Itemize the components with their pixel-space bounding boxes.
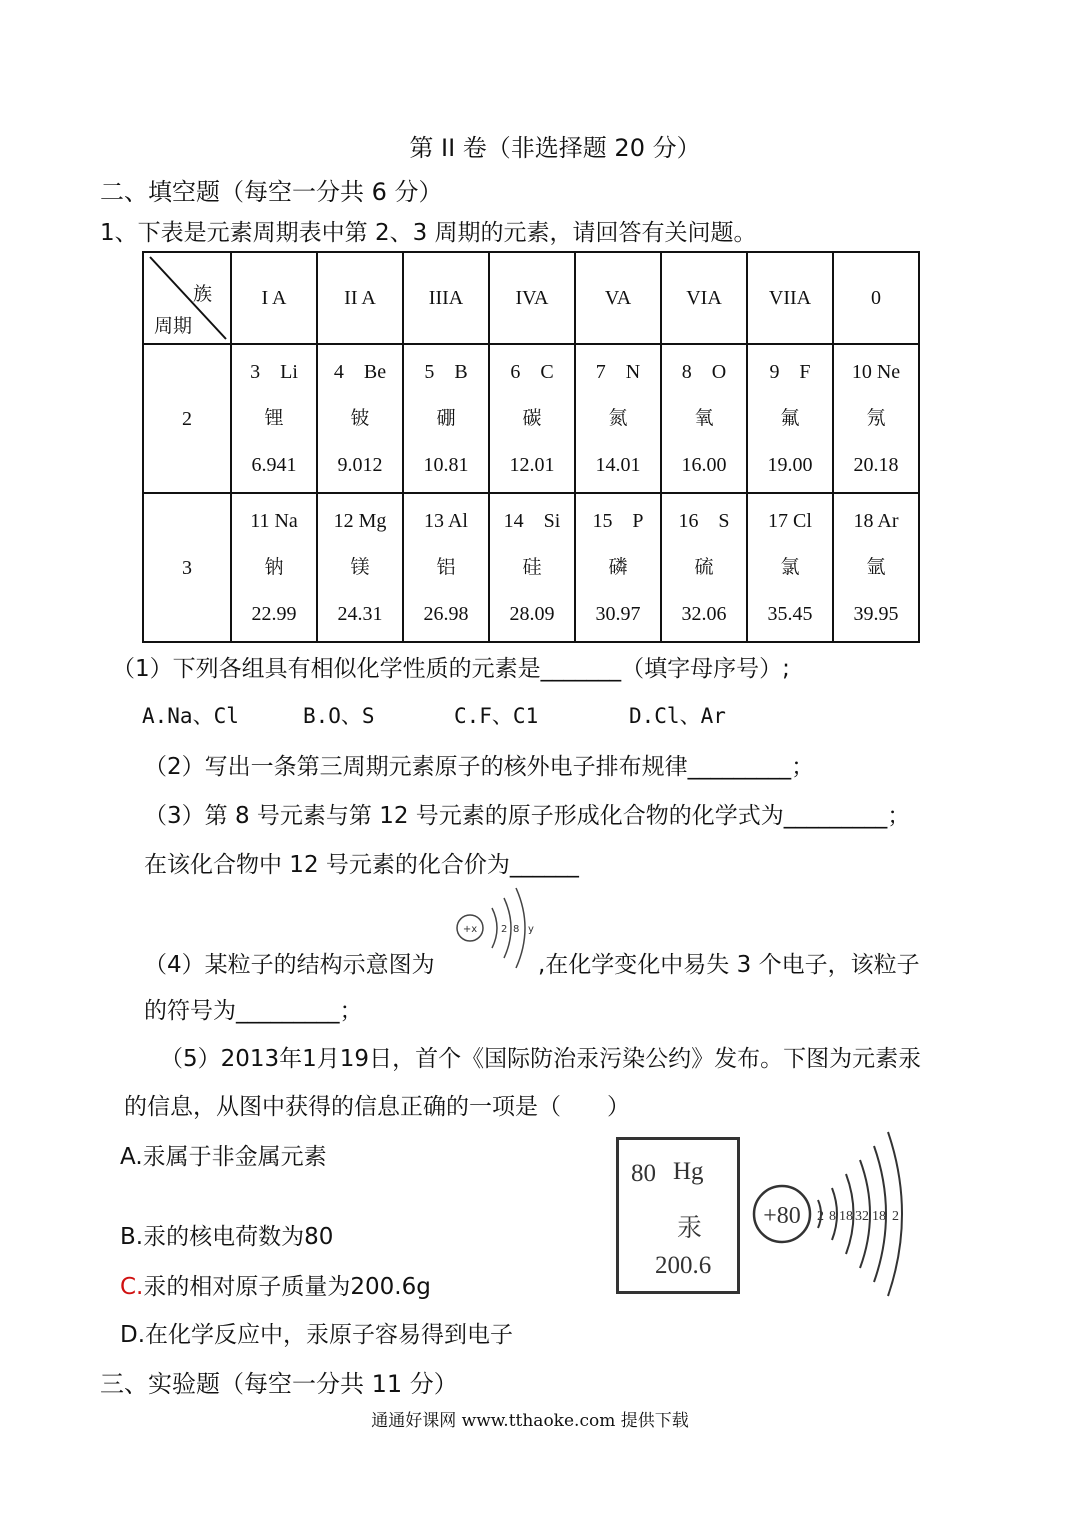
hg-shell-4: 32: [855, 1209, 869, 1224]
diagram-shell-1: 2: [501, 924, 508, 935]
table-corner-cell: [143, 252, 231, 344]
section-fill-blank-heading: 二、填空题（每空一分共 6 分）: [100, 178, 443, 206]
element-number-symbol: 5 B: [424, 361, 468, 383]
sub-question-1: （1）下列各组具有相似化学性质的元素是_______（填字母序号）;: [112, 656, 790, 682]
element-name: 氧: [694, 407, 714, 429]
sub-question-4-blank: 的符号为_________；: [144, 998, 363, 1024]
period-number: 3: [143, 493, 231, 642]
sub-question-5-cont: 的信息，从图中获得的信息正确的一项是（ ）: [124, 1094, 630, 1120]
group-header: I A: [231, 252, 317, 344]
element-name: 锂: [264, 407, 284, 429]
periodic-table: [142, 251, 920, 643]
element-cell: [231, 344, 317, 493]
sub-question-4-cont: ,在化学变化中易失 3 个电子，该粒子: [538, 952, 920, 978]
element-mass: 6.941: [251, 454, 297, 476]
section-experiment-heading: 三、实验题（每空一分共 11 分）: [100, 1370, 458, 1398]
element-cell: [489, 493, 575, 642]
element-name: 氟: [780, 407, 800, 429]
element-number-symbol: 17 Cl: [768, 510, 812, 532]
hg-shell-6: 2: [892, 1209, 899, 1224]
element-name: 氩: [866, 556, 886, 578]
element-number-symbol: 3 Li: [250, 361, 298, 383]
sub-question-3: （3）第 8 号元素与第 12 号元素的原子形成化合物的化学式为_________；: [144, 803, 911, 829]
hg-shell-2: 8: [829, 1209, 836, 1224]
element-cell: [489, 344, 575, 493]
table-row-period-3: [143, 493, 919, 642]
element-mass: 35.45: [767, 603, 813, 625]
element-cell: [661, 493, 747, 642]
element-mass: 16.00: [681, 454, 727, 476]
element-number-symbol: 14 Si: [503, 510, 561, 532]
element-cell: [317, 344, 403, 493]
element-cell: [833, 493, 919, 642]
option-hg-c: [120, 1268, 431, 1301]
element-mass: 19.00: [767, 454, 813, 476]
group-label: 族: [192, 283, 212, 305]
option-c: C.F、C1: [454, 704, 539, 728]
option-hg-a: A.汞属于非金属元素: [120, 1144, 327, 1170]
element-number-symbol: 18 Ar: [853, 510, 899, 532]
element-number-symbol: 8 O: [681, 361, 727, 383]
option-b: B.O、S: [303, 704, 375, 728]
element-name: 氖: [866, 407, 886, 429]
element-cell: [403, 493, 489, 642]
element-name: 磷: [608, 556, 628, 578]
element-name: 铝: [436, 556, 456, 578]
element-number-symbol: 9 F: [769, 361, 811, 383]
element-number-symbol: 12 Mg: [333, 510, 387, 532]
hg-nucleus-label: +80: [763, 1203, 801, 1229]
element-mass: 24.31: [337, 603, 383, 625]
hg-name: 汞: [677, 1213, 703, 1242]
element-mass: 30.97: [595, 603, 641, 625]
element-cell: [661, 344, 747, 493]
element-cell: [747, 344, 833, 493]
hg-shell-3: 18: [839, 1209, 853, 1224]
element-mass: 39.95: [853, 603, 899, 625]
table-row-period-2: [143, 344, 919, 493]
element-mass: 20.18: [853, 454, 899, 476]
hg-shell-1: 2: [817, 1209, 824, 1224]
element-name: 氮: [608, 407, 628, 429]
element-number-symbol: 15 P: [592, 510, 644, 532]
sub-question-4: （4）某粒子的结构示意图为: [144, 952, 435, 978]
element-number-symbol: 10 Ne: [851, 361, 901, 383]
diagram-shell-3: y: [528, 924, 534, 935]
element-cell: [747, 493, 833, 642]
element-cell: [403, 344, 489, 493]
page-footer: 通通好课网 www.tthaoke.com 提供下载: [371, 1411, 689, 1431]
group-header: VIIA: [747, 252, 833, 344]
option-hg-b: B.汞的核电荷数为80: [120, 1224, 334, 1250]
element-name: 碳: [522, 407, 542, 429]
element-mass: 22.99: [251, 603, 297, 625]
element-name: 硫: [694, 556, 714, 578]
diagram-shell-2: 8: [513, 924, 520, 935]
element-name: 硅: [522, 556, 542, 578]
group-header: 0: [833, 252, 919, 344]
element-mass: 9.012: [337, 454, 383, 476]
hg-atomic-number: 80: [631, 1160, 656, 1187]
particle-structure-diagram: [452, 884, 542, 970]
question-1-intro: 1、下表是元素周期表中第 2、3 周期的元素，请回答有关问题。: [100, 220, 757, 246]
element-name: 钠: [264, 556, 284, 578]
element-number-symbol: 11 Na: [250, 510, 298, 532]
mercury-atom-structure-diagram: [748, 1130, 918, 1300]
element-number-symbol: 7 N: [595, 361, 641, 383]
option-d: D.Cl、Ar: [629, 704, 726, 728]
element-mass: 26.98: [423, 603, 469, 625]
element-number-symbol: 16 S: [678, 510, 730, 532]
hg-shell-5: 18: [872, 1209, 886, 1224]
element-cell: [833, 344, 919, 493]
sub-question-5: （5）2013年1月19日，首个《国际防治汞污染公约》发布。下图为元素汞: [160, 1046, 922, 1072]
group-header: IVA: [489, 252, 575, 344]
hg-symbol: Hg: [673, 1158, 704, 1185]
paper-section-title: 第 II 卷（非选择题 20 分）: [409, 134, 701, 162]
period-label: 周期: [154, 315, 193, 337]
period-number: 2: [143, 344, 231, 493]
element-name: 硼: [436, 407, 456, 429]
group-header: VIA: [661, 252, 747, 344]
option-a: A.Na、Cl: [142, 704, 239, 728]
option-hg-d: D.在化学反应中，汞原子容易得到电子: [120, 1322, 514, 1348]
element-name: 铍: [350, 407, 370, 429]
hg-atomic-mass: 200.6: [655, 1252, 712, 1279]
answer-letter-c: C.: [120, 1274, 144, 1300]
option-hg-c-text: 汞的相对原子质量为200.6g: [143, 1274, 431, 1300]
group-header: II A: [317, 252, 403, 344]
element-mass: 32.06: [681, 603, 727, 625]
group-header: IIIA: [403, 252, 489, 344]
mercury-element-card: [616, 1137, 740, 1294]
element-cell: [575, 344, 661, 493]
element-mass: 28.09: [509, 603, 555, 625]
group-header: VA: [575, 252, 661, 344]
element-mass: 10.81: [423, 454, 469, 476]
sub-question-3-cont: 在该化合物中 12 号元素的化合价为______: [144, 852, 579, 878]
element-mass: 14.01: [595, 454, 641, 476]
sub-question-2: （2）写出一条第三周期元素原子的核外电子排布规律_________；: [144, 754, 815, 780]
element-number-symbol: 4 Be: [333, 361, 387, 383]
element-cell: [575, 493, 661, 642]
element-cell: [317, 493, 403, 642]
element-mass: 12.01: [509, 454, 555, 476]
element-number-symbol: 13 Al: [424, 510, 468, 532]
element-cell: [231, 493, 317, 642]
element-number-symbol: 6 C: [510, 361, 554, 383]
table-header-row: [143, 252, 919, 344]
element-name: 镁: [350, 556, 370, 578]
diagram-nucleus-label: +x: [462, 924, 478, 935]
element-name: 氯: [780, 556, 800, 578]
